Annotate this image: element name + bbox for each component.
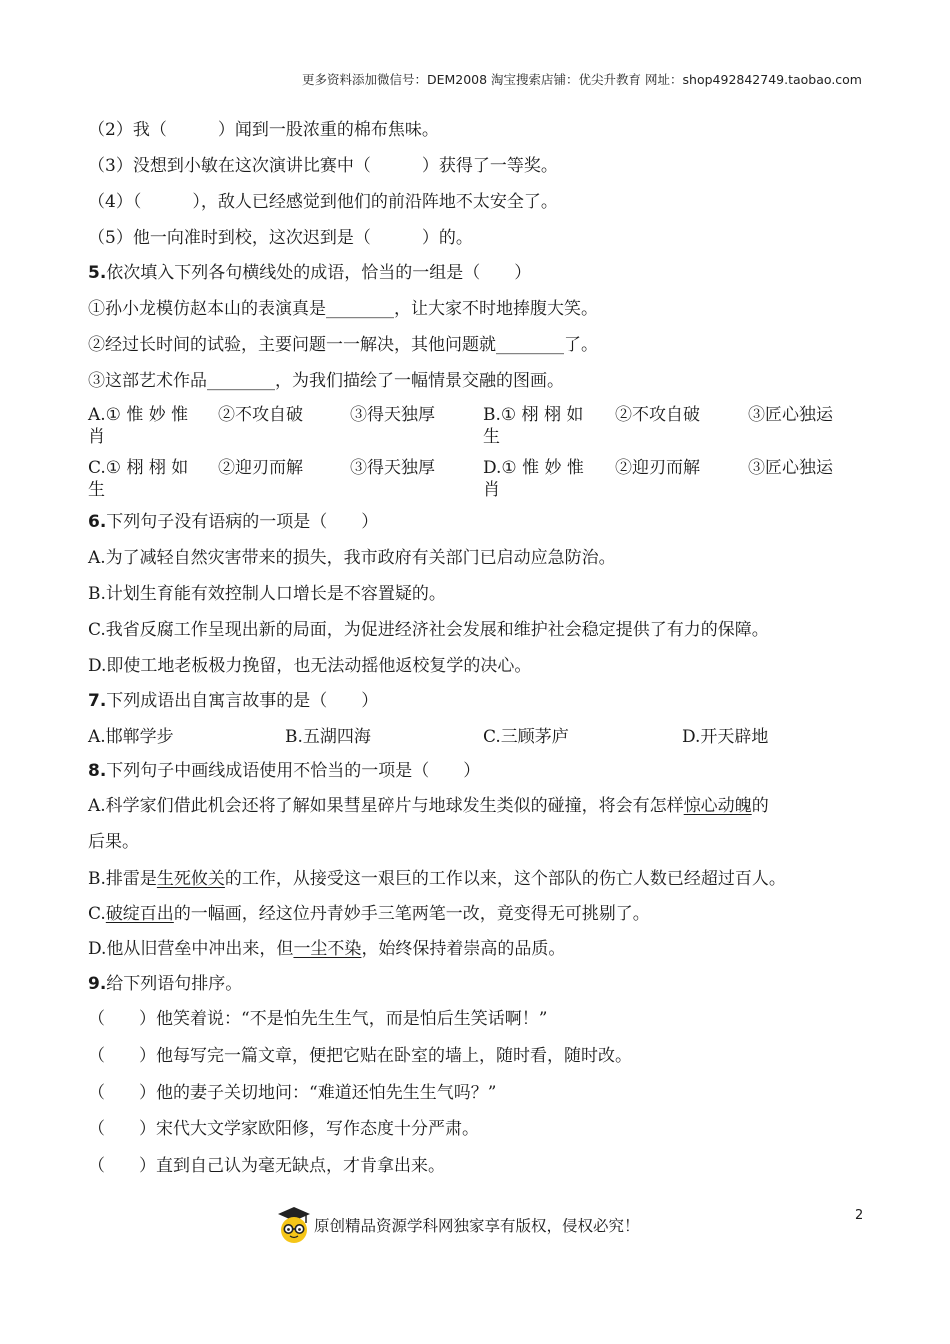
q4-item-3: （3）没想到小敏在这次演讲比赛中（ ）获得了一等奖。 xyxy=(88,156,558,176)
q5-option-a-part1b: 肖 xyxy=(88,427,105,447)
q7-option-b: B.五湖四海 xyxy=(285,727,371,747)
q6-option-c: C.我省反腐工作呈现出新的局面，为促进经济社会发展和维护社会稳定提供了有力的保障。 xyxy=(88,620,769,640)
q4-item-2: （2）我（ ）闻到一股浓重的棉布焦味。 xyxy=(88,120,439,140)
q8-c-underlined-idiom: 破绽百出 xyxy=(105,904,174,924)
q5-option-d-part3: ③匠心独运 xyxy=(748,458,833,478)
q5-option-d-part2: ②迎刃而解 xyxy=(615,458,700,478)
q7-option-c: C.三顾茅庐 xyxy=(483,727,569,747)
q7-option-d: D.开天辟地 xyxy=(682,727,769,747)
question-text: 下列成语出自寓言故事的是（ ） xyxy=(106,691,379,711)
q8-a-text-end: 的 xyxy=(751,796,769,816)
q8-option-a xyxy=(88,795,868,817)
question-text: 依次填入下列各句横线处的成语，恰当的一组是（ ） xyxy=(106,263,532,283)
q8-b-text: B.排雷是 xyxy=(88,869,157,889)
q8-d-underlined-idiom: 一尘不染 xyxy=(293,939,362,959)
q8-d-text: D.他从旧营垒中冲出来，但 xyxy=(88,939,294,959)
q9-item-3: （ ）他的妻子关切地问：“难道还怕先生生气吗？” xyxy=(88,1083,497,1103)
question-text: 下列句子没有语病的一项是（ ） xyxy=(106,512,379,532)
q8-stem xyxy=(88,760,868,782)
question-number: 8. xyxy=(88,761,107,781)
q5-option-b-part1: B.① 栩 栩 如 xyxy=(483,405,584,425)
q5-sentence-2: ②经过长时间的试验，主要问题一一解决，其他问题就________了。 xyxy=(88,335,598,355)
q7-stem xyxy=(88,690,868,712)
q5-option-b-part2: ②不攻自破 xyxy=(615,405,700,425)
mascot-graduate-icon xyxy=(276,1205,312,1245)
q8-a-underlined-idiom: 惊心动魄 xyxy=(683,796,752,816)
q5-option-c-part1: C.① 栩 栩 如 xyxy=(88,458,189,478)
q5-sentence-1: ①孙小龙模仿赵本山的表演真是________，让大家不时地捧腹大笑。 xyxy=(88,299,598,319)
q9-stem xyxy=(88,973,868,995)
q5-stem xyxy=(88,262,868,284)
q8-option-d xyxy=(88,938,868,960)
q5-option-c-part1b: 生 xyxy=(88,480,105,500)
q8-b-text-end: 的工作，从接受这一艰巨的工作以来，这个部队的伤亡人数已经超过百人。 xyxy=(224,869,786,889)
q8-b-underlined-idiom: 生死攸关 xyxy=(156,869,225,889)
question-text: 给下列语句排序。 xyxy=(106,974,243,994)
q5-option-b-part3: ③匠心独运 xyxy=(748,405,833,425)
q5-option-a-part3: ③得天独厚 xyxy=(350,405,435,425)
q5-option-c-part2: ②迎刃而解 xyxy=(218,458,303,478)
q5-sentence-3: ③这部艺术作品________，为我们描绘了一幅情景交融的图画。 xyxy=(88,371,564,391)
q4-item-5: （5）他一向准时到校，这次迟到是（ ）的。 xyxy=(88,228,473,248)
q9-item-4: （ ）宋代大文学家欧阳修，写作态度十分严肃。 xyxy=(88,1119,479,1139)
q5-option-d-part1: D.① 惟 妙 惟 xyxy=(483,458,584,478)
q5-option-b-part1b: 生 xyxy=(483,427,500,447)
q8-option-b xyxy=(88,868,868,890)
q5-option-a-part2: ②不攻自破 xyxy=(218,405,303,425)
page-number: 2 xyxy=(855,1208,864,1223)
q6-option-b: B.计划生育能有效控制人口增长是不容置疑的。 xyxy=(88,584,446,604)
q6-option-a: A.为了减轻自然灾害带来的损失，我市政府有关部门已启动应急防治。 xyxy=(88,548,616,568)
question-number: 5. xyxy=(88,263,107,283)
footer-copyright-text: 原创精品资源学科网独家享有版权，侵权必究！ xyxy=(314,1217,640,1235)
q5-option-d-part1b: 肖 xyxy=(483,480,500,500)
q8-a-text: A.科学家们借此机会还将了解如果彗星碎片与地球发生类似的碰撞，将会有怎样 xyxy=(88,796,684,816)
q8-c-text: C. xyxy=(88,904,106,924)
q6-option-d: D.即使工地老板极力挽留，也无法动摇他返校复学的决心。 xyxy=(88,656,532,676)
q8-c-text-end: 的一幅画，经这位丹青妙手三笔两笔一改，竟变得无可挑剔了。 xyxy=(173,904,650,924)
q8-option-a-line2: 后果。 xyxy=(88,832,139,852)
q8-option-c xyxy=(88,903,868,925)
page-header: 更多资料添加微信号：DEM2008 淘宝搜索店铺：优尖升教育 网址：shop492842749.taobao.com xyxy=(301,72,862,87)
question-number: 7. xyxy=(88,691,107,711)
q6-stem xyxy=(88,511,868,533)
q5-option-a-part1: A.① 惟 妙 惟 xyxy=(88,405,189,425)
q9-item-5: （ ）直到自己认为毫无缺点，才肯拿出来。 xyxy=(88,1156,445,1176)
question-text: 下列句子中画线成语使用不恰当的一项是（ ） xyxy=(106,761,481,781)
q5-option-c-part3: ③得天独厚 xyxy=(350,458,435,478)
q8-d-text-end: ，始终保持着崇高的品质。 xyxy=(361,939,566,959)
q7-option-a: A.邯郸学步 xyxy=(88,727,174,747)
question-number: 6. xyxy=(88,512,107,532)
page-footer xyxy=(276,1205,640,1245)
q9-item-1: （ ）他笑着说：“不是怕先生生气，而是怕后生笑话啊！” xyxy=(88,1009,548,1029)
q9-item-2: （ ）他每写完一篇文章，便把它贴在卧室的墙上，随时看，随时改。 xyxy=(88,1046,632,1066)
question-number: 9. xyxy=(88,974,107,994)
q4-item-4: （4）（ ），敌人已经感觉到他们的前沿阵地不太安全了。 xyxy=(88,192,558,212)
